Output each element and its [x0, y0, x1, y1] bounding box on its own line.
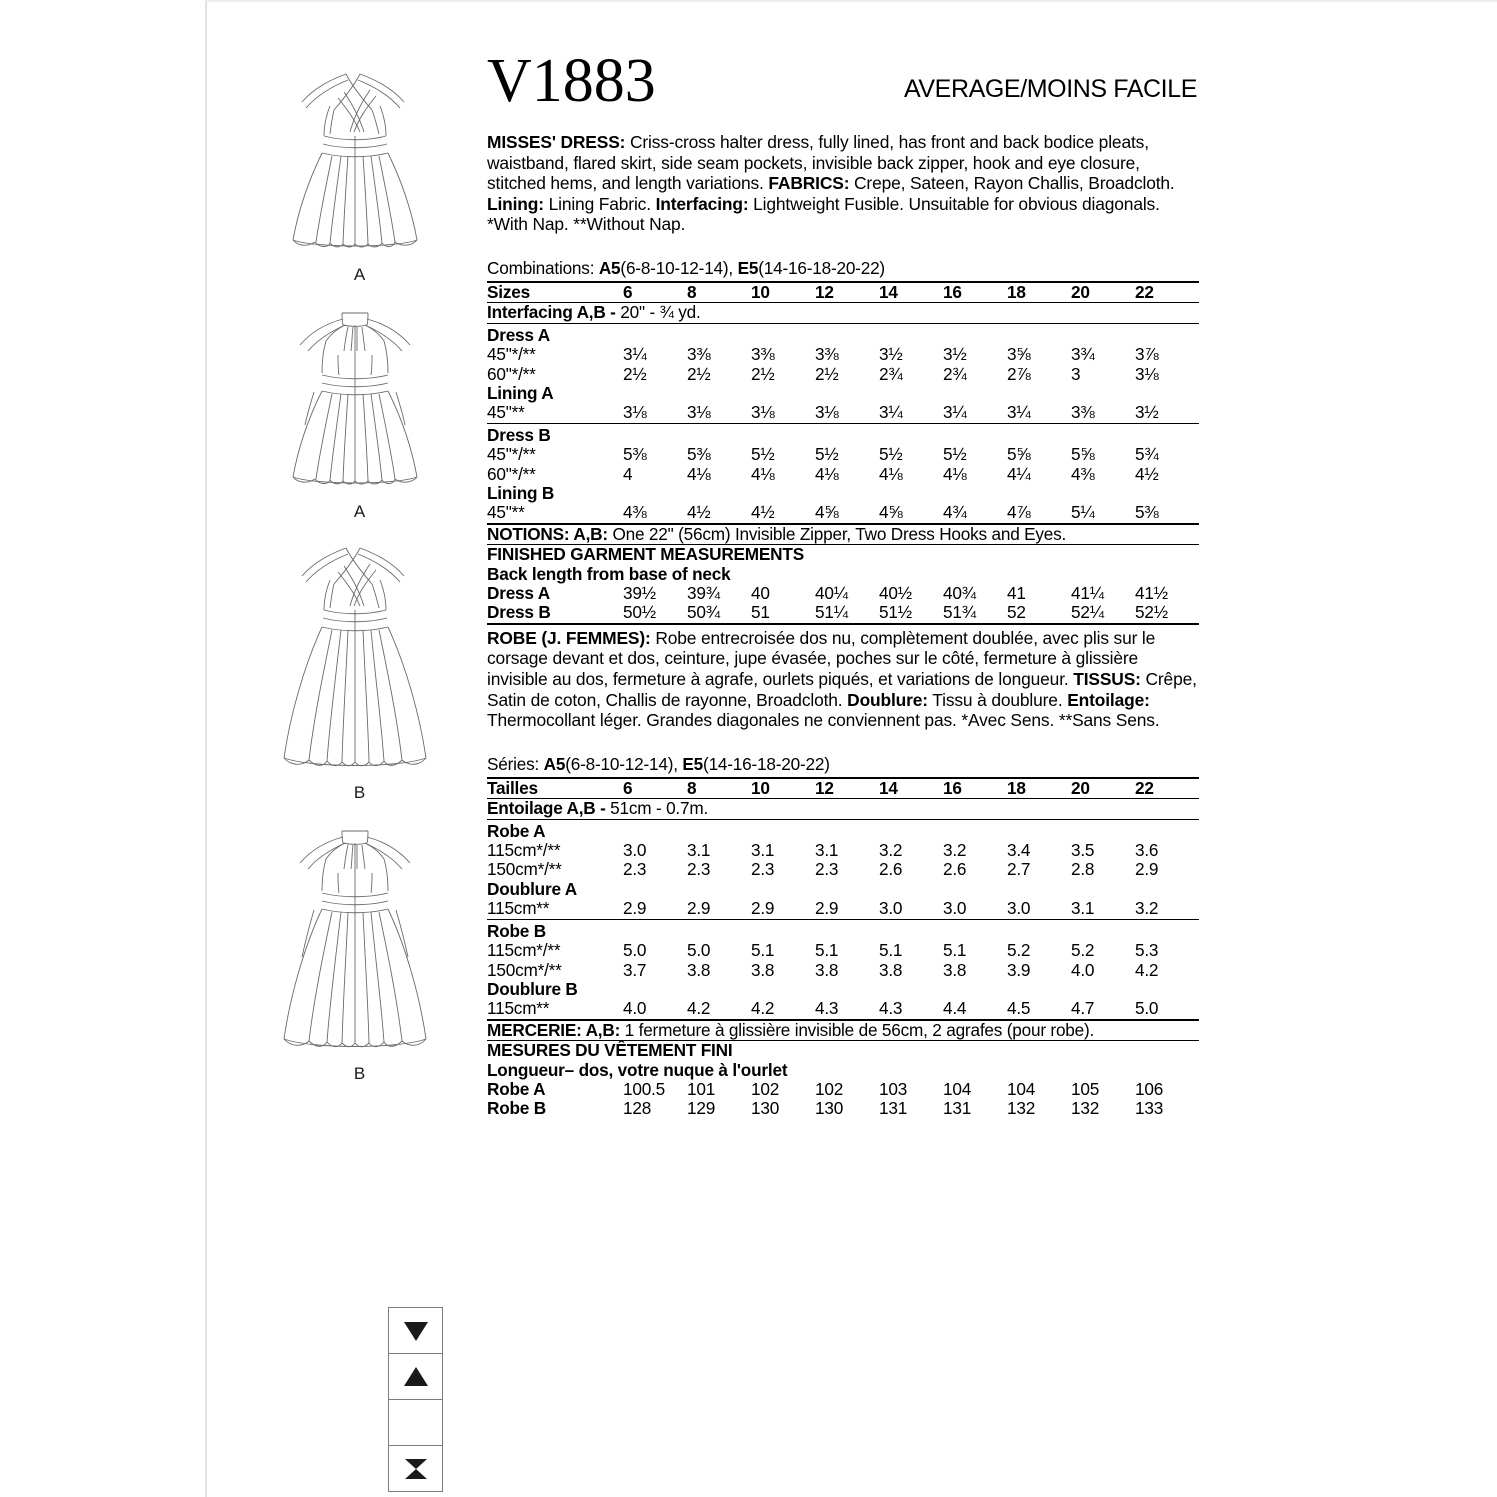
table-row: [487, 1080, 1199, 1099]
yardage-cell: 4⅛: [751, 463, 775, 484]
yardage-cell: 3.2: [1135, 899, 1199, 919]
yardage-cell: 5⅜: [687, 444, 711, 465]
finished-measurements-subtitle: Back length from base of neck: [487, 563, 731, 584]
yardage-cell: 5¼: [1071, 503, 1135, 523]
nap-key-cell-without-nap: [389, 1354, 442, 1400]
yardage-cell: 2.3: [623, 859, 647, 880]
width-label: 115cm*/**: [487, 840, 561, 861]
yardage-cell: 4⅛: [687, 463, 711, 484]
yardage-cell: 3.0: [879, 899, 943, 919]
illustration-dress-b-back: [252, 807, 467, 1084]
table-row: [487, 961, 1199, 980]
measurement-label: Robe B: [487, 1098, 546, 1119]
yardage-cell: 4⅛: [815, 463, 839, 484]
group-title: Lining A: [487, 383, 554, 403]
table-row: [487, 465, 1199, 484]
table-row: [487, 503, 1199, 523]
size-col-header: 14: [879, 282, 943, 303]
group-title: Robe A: [487, 820, 546, 841]
yardage-cell: 4⅞: [1007, 503, 1071, 523]
yardage-cell: 2.3: [815, 859, 839, 880]
dress-a-back-drawing: [260, 289, 460, 501]
yardage-cell: 4⅛: [879, 463, 903, 484]
hourglass-icon: [401, 1457, 431, 1481]
measurement-cell: 40¾: [943, 583, 976, 604]
yardage-cell: 5½: [879, 444, 903, 465]
measurement-cell: 51¾: [943, 603, 1007, 623]
french-finished-title-row: [487, 1041, 1199, 1061]
group-title: Lining B: [487, 483, 555, 504]
yardage-cell: 4⅜: [1071, 463, 1095, 484]
finished-measurements-title: FINISHED GARMENT MEASUREMENTS: [487, 544, 804, 565]
english-group-title-row: [487, 484, 1199, 503]
measurement-cell: 50½: [623, 603, 687, 623]
measurement-cell: 39¾: [687, 583, 720, 604]
measurement-label: Robe A: [487, 1078, 546, 1099]
width-label: 115cm*/**: [487, 940, 561, 961]
size-col-header: 16: [943, 778, 1007, 799]
measurement-label: Dress A: [487, 583, 550, 604]
measurement-cell: 130: [751, 1098, 780, 1119]
yardage-cell: 4.5: [1007, 999, 1071, 1019]
yardage-cell: 2½: [815, 363, 839, 384]
yardage-cell: 3.7: [623, 959, 647, 980]
yardage-cell: 3⅛: [751, 403, 815, 423]
dress-a-front-drawing: [260, 52, 460, 264]
yardage-cell: 2½: [687, 363, 711, 384]
yardage-cell: 3⅞: [1135, 344, 1159, 365]
table-row: [487, 941, 1199, 960]
yardage-cell: 2⅞: [1007, 363, 1031, 384]
yardage-cell: 3⅝: [1007, 344, 1031, 365]
yardage-cell: 5⅜: [623, 444, 647, 465]
illustration-label: B: [353, 1064, 366, 1083]
illustration-label: B: [353, 783, 366, 802]
yardage-cell: 3¼: [943, 403, 1007, 423]
measurement-cell: 102: [815, 1078, 844, 1099]
french-description: ROBE (J. FEMMES): Robe entrecroisée dos nu, complètement doublée, avec plis sur le corsage devant et dos, ceinture, jupe évasée, poches sur le côté, fermeture à glissière invisible au dos, fermeture à agrafe, ourlets piqués, et variations de longueur. TISSUS: Crêpe, Satin de coton, Challis de rayonne, Broadcloth. Doublure: Tissu à doublure. Entoilage: Thermocollant léger. Grandes diagonales ne conviennent pas. *Avec Sens. **Sans Sens.: [487, 627, 1197, 731]
width-label: 45"**: [487, 403, 623, 423]
yardage-cell: 3½: [1135, 403, 1199, 423]
yardage-cell: 2¾: [943, 363, 967, 384]
table-row: [487, 860, 1199, 879]
yardage-cell: 3¼: [879, 403, 943, 423]
size-col-header: 18: [1007, 282, 1071, 303]
measurement-cell: 40: [751, 583, 770, 604]
french-group-title-row: [487, 919, 1199, 941]
group-title: Dress B: [487, 424, 551, 445]
yardage-cell: 3⅜: [1071, 403, 1135, 423]
yardage-cell: 2.8: [1071, 859, 1095, 880]
sizes-label: Sizes: [487, 282, 623, 303]
yardage-cell: 3.4: [1007, 840, 1031, 861]
difficulty-label: AVERAGE/MOINS FACILE: [903, 75, 1197, 103]
dress-b-back-drawing: [260, 807, 460, 1063]
french-interfacing-row: [487, 799, 1199, 819]
yardage-cell: 3.1: [815, 840, 839, 861]
yardage-cell: 3.0: [623, 840, 647, 861]
page-title: V1883: [487, 47, 656, 115]
measurement-cell: 51½: [879, 603, 943, 623]
nap-key-cell-blank: [389, 1400, 442, 1446]
size-col-header: 20: [1071, 778, 1135, 799]
envelope-back-content: [487, 36, 1199, 1119]
english-combinations: Combinations: A5(6-8-10-12-14), E5(14-16-18-20-22): [487, 257, 885, 278]
english-finished-title-row: [487, 545, 1199, 565]
illustration-label: A: [353, 265, 366, 284]
size-col-header: 12: [815, 778, 879, 799]
yardage-cell: 2½: [623, 363, 647, 384]
size-col-header: 22: [1135, 778, 1199, 799]
yardage-cell: 5⅝: [1071, 444, 1095, 465]
yardage-cell: 4¼: [1007, 463, 1031, 484]
finished-measurements-title: MESURES DU VÊTEMENT FINI: [487, 1040, 733, 1061]
yardage-cell: 5.2: [1007, 940, 1031, 961]
yardage-cell: 5½: [751, 444, 775, 465]
size-col-header: 8: [687, 282, 751, 303]
measurement-cell: 101: [687, 1078, 716, 1099]
header-row: [487, 36, 1199, 115]
table-row: [487, 445, 1199, 464]
yardage-cell: 2.9: [1135, 859, 1159, 880]
yardage-cell: 4.2: [751, 999, 815, 1019]
yardage-cell: 4.2: [1135, 959, 1159, 980]
measurement-cell: 41: [1007, 583, 1026, 604]
measurement-cell: 40¼: [815, 583, 848, 604]
yardage-cell: 3½: [943, 344, 967, 365]
width-label: 150cm*/**: [487, 959, 562, 980]
yardage-cell: 4½: [1135, 463, 1159, 484]
measurement-cell: 39½: [623, 583, 656, 604]
french-sizes-header-row: [487, 778, 1199, 799]
english-finished-subtitle-row: [487, 565, 1199, 584]
table-row: [487, 899, 1199, 919]
yardage-cell: 4⅝: [815, 503, 879, 523]
width-label: 150cm*/**: [487, 859, 562, 880]
yardage-cell: 2.9: [623, 899, 687, 919]
width-label: 60"*/**: [487, 463, 536, 484]
yardage-cell: 5.1: [879, 940, 903, 961]
yardage-cell: 4.4: [943, 999, 1007, 1019]
yardage-cell: 3.1: [687, 840, 711, 861]
size-col-header: 18: [1007, 778, 1071, 799]
measurement-cell: 130: [815, 1098, 844, 1119]
french-finished-subtitle-row: [487, 1061, 1199, 1080]
yardage-cell: 5½: [815, 444, 839, 465]
group-title: Robe B: [487, 920, 546, 941]
measurement-cell: 52: [1007, 603, 1071, 623]
yardage-cell: 5.3: [1135, 940, 1159, 961]
nap-direction-key: [388, 1307, 443, 1492]
yardage-cell: 4½: [687, 503, 751, 523]
measurement-cell: 41½: [1135, 583, 1168, 604]
size-col-header: 16: [943, 282, 1007, 303]
yardage-cell: 3⅛: [623, 403, 687, 423]
yardage-cell: 2.3: [751, 859, 775, 880]
measurement-cell: 128: [623, 1098, 652, 1119]
yardage-cell: 5.1: [943, 940, 967, 961]
english-sizes-header-row: [487, 282, 1199, 303]
measurement-cell: 129: [687, 1098, 716, 1119]
triangle-down-icon: [401, 1319, 431, 1343]
measurement-cell: 103: [879, 1078, 908, 1099]
table-row: [487, 365, 1199, 384]
yardage-cell: 3: [1071, 363, 1081, 384]
yardage-cell: 3.1: [751, 840, 775, 861]
english-group-title-row: [487, 384, 1199, 403]
nap-key-cell-with-nap: [389, 1308, 442, 1354]
yardage-cell: 3.2: [879, 840, 903, 861]
english-group-title-row: [487, 323, 1199, 345]
table-row: [487, 1099, 1199, 1118]
size-col-header: 10: [751, 282, 815, 303]
group-title: Doublure A: [487, 878, 577, 899]
size-col-header: 12: [815, 282, 879, 303]
yardage-cell: 3.2: [943, 840, 967, 861]
width-label: 115cm**: [487, 899, 623, 919]
yardage-cell: 3.8: [751, 959, 775, 980]
measurement-cell: 52¼: [1071, 603, 1135, 623]
english-notions-text: NOTIONS: A,B: One 22" (56cm) Invisible Zipper, Two Dress Hooks and Eyes.: [487, 524, 1199, 545]
yardage-cell: 5.1: [815, 940, 839, 961]
dress-b-front-drawing: [260, 526, 460, 782]
measurement-cell: 131: [943, 1098, 972, 1119]
yardage-cell: 5⅝: [1007, 444, 1031, 465]
illustration-dress-a-front: [252, 52, 467, 285]
group-title: Dress A: [487, 324, 550, 345]
yardage-cell: 2¾: [879, 363, 903, 384]
french-interfacing-text: Entoilage A,B - 51cm - 0.7m.: [487, 799, 1199, 819]
yardage-cell: 4.3: [879, 999, 943, 1019]
yardage-cell: 3⅛: [1135, 363, 1159, 384]
yardage-cell: 3.8: [943, 959, 967, 980]
yardage-cell: 5¾: [1135, 444, 1159, 465]
size-col-header: 20: [1071, 282, 1135, 303]
yardage-cell: 3¾: [1071, 344, 1095, 365]
table-row: [487, 999, 1199, 1019]
table-row: [487, 584, 1199, 603]
table-row: [487, 841, 1199, 860]
measurement-cell: 133: [1135, 1098, 1164, 1119]
nap-key-cell-either-direction: [389, 1446, 442, 1491]
yardage-cell: 3.5: [1071, 840, 1095, 861]
yardage-cell: 3.8: [815, 959, 839, 980]
measurement-cell: 52½: [1135, 603, 1199, 623]
illustration-dress-b-front: [252, 526, 467, 803]
illustration-column: [252, 52, 467, 1088]
measurement-cell: 102: [751, 1078, 780, 1099]
yardage-cell: 5.1: [751, 940, 775, 961]
yardage-cell: 3.6: [1135, 840, 1159, 861]
yardage-cell: 2.9: [751, 899, 815, 919]
finished-measurements-subtitle: Longueur– dos, votre nuque à l'ourlet: [487, 1059, 788, 1080]
yardage-cell: 3⅜: [751, 344, 775, 365]
table-row: [487, 403, 1199, 423]
table-row: [487, 603, 1199, 623]
measurement-cell: 131: [879, 1098, 908, 1119]
yardage-cell: 3½: [879, 344, 903, 365]
yardage-cell: 4.7: [1071, 999, 1135, 1019]
yardage-cell: 4: [623, 463, 633, 484]
measurement-cell: 100.5: [623, 1078, 666, 1099]
yardage-cell: 3.9: [1007, 959, 1031, 980]
french-notions-row: [487, 1020, 1199, 1041]
size-col-header: 8: [687, 778, 751, 799]
yardage-cell: 5.0: [1135, 999, 1199, 1019]
yardage-cell: 5½: [943, 444, 967, 465]
yardage-cell: 3⅛: [815, 403, 879, 423]
yardage-cell: 3.1: [1071, 899, 1135, 919]
size-col-header: 14: [879, 778, 943, 799]
yardage-cell: 4⅛: [943, 463, 967, 484]
measurement-cell: 105: [1071, 1078, 1100, 1099]
yardage-cell: 4.0: [1071, 959, 1095, 980]
measurement-cell: 132: [1007, 1098, 1036, 1119]
size-col-header: 6: [623, 778, 687, 799]
yardage-cell: 3¼: [1007, 403, 1071, 423]
yardage-cell: 4¾: [943, 503, 1007, 523]
width-label: 45"*/**: [487, 344, 536, 365]
english-interfacing-text: Interfacing A,B - 20" - ¾ yd.: [487, 303, 1199, 323]
table-row: [487, 345, 1199, 364]
yardage-cell: 5.2: [1071, 940, 1095, 961]
yardage-cell: 3¼: [623, 344, 647, 365]
triangle-up-icon: [401, 1365, 431, 1389]
yardage-cell: 3⅛: [687, 403, 751, 423]
english-notions-row: [487, 524, 1199, 545]
size-col-header: 10: [751, 778, 815, 799]
size-col-header: 22: [1135, 282, 1199, 303]
size-col-header: 6: [623, 282, 687, 303]
french-notions-text: MERCERIE: A,B: 1 fermeture à glissière invisible de 56cm, 2 agrafes (pour robe).: [487, 1020, 1199, 1041]
yardage-cell: 3.0: [943, 899, 1007, 919]
measurement-cell: 104: [1007, 1078, 1036, 1099]
yardage-cell: 5.0: [687, 940, 711, 961]
measurement-cell: 132: [1071, 1098, 1100, 1119]
english-yardage-table: [487, 278, 1199, 625]
yardage-cell: 3.8: [687, 959, 711, 980]
width-label: 45"*/**: [487, 444, 536, 465]
measurement-cell: 41¼: [1071, 583, 1104, 604]
measurement-label: Dress B: [487, 603, 623, 623]
measurement-cell: 40½: [879, 583, 912, 604]
yardage-cell: 2½: [751, 363, 775, 384]
yardage-cell: 2.9: [815, 899, 879, 919]
yardage-cell: 2.3: [687, 859, 711, 880]
measurement-cell: 106: [1135, 1078, 1164, 1099]
english-description: MISSES' DRESS: Criss-cross halter dress, fully lined, has front and back bodice pleats, waistband, flared skirt, side seam pockets, invisible back zipper, hook and eye closure, stitched hems, and length variations. FABRICS: Crepe, Sateen, Rayon Challis, Broadcloth. Lining: Lining Fabric. Interfacing: Lightweight Fusible. Unsuitable for obvious diagonals. *With Nap. **Without Nap.: [487, 132, 1175, 235]
yardage-cell: 3⅜: [815, 344, 839, 365]
yardage-cell: 4.2: [687, 999, 751, 1019]
illustration-label: A: [353, 502, 366, 521]
yardage-cell: 4.3: [815, 999, 879, 1019]
group-title: Doublure B: [487, 978, 578, 999]
yardage-cell: 5.0: [623, 940, 647, 961]
yardage-cell: 3.8: [879, 959, 903, 980]
measurement-cell: 51: [751, 603, 815, 623]
yardage-cell: 4.0: [623, 999, 687, 1019]
yardage-cell: 4⅜: [623, 503, 687, 523]
french-yardage-table: [487, 774, 1199, 1119]
width-label: 60"*/**: [487, 363, 536, 384]
measurement-cell: 104: [943, 1078, 972, 1099]
french-series: Séries: A5(6-8-10-12-14), E5(14-16-18-20-22): [487, 753, 830, 774]
measurement-cell: 50¾: [687, 603, 751, 623]
yardage-cell: 2.6: [879, 859, 903, 880]
yardage-cell: 5⅜: [1135, 503, 1199, 523]
yardage-cell: 3.0: [1007, 899, 1071, 919]
width-label: 45"**: [487, 503, 623, 523]
english-interfacing-row: [487, 303, 1199, 323]
illustration-dress-a-back: [252, 289, 467, 522]
width-label: 115cm**: [487, 999, 623, 1019]
yardage-cell: 2.7: [1007, 859, 1031, 880]
yardage-cell: 2.6: [943, 859, 967, 880]
yardage-cell: 3⅜: [687, 344, 711, 365]
yardage-cell: 2.9: [687, 899, 751, 919]
english-group-title-row: [487, 423, 1199, 445]
tailles-label: Tailles: [487, 778, 623, 799]
yardage-cell: 4⅝: [879, 503, 943, 523]
french-group-title-row: [487, 819, 1199, 841]
yardage-cell: 4½: [751, 503, 815, 523]
french-group-title-row: [487, 980, 1199, 999]
measurement-cell: 51¼: [815, 603, 879, 623]
french-group-title-row: [487, 880, 1199, 899]
